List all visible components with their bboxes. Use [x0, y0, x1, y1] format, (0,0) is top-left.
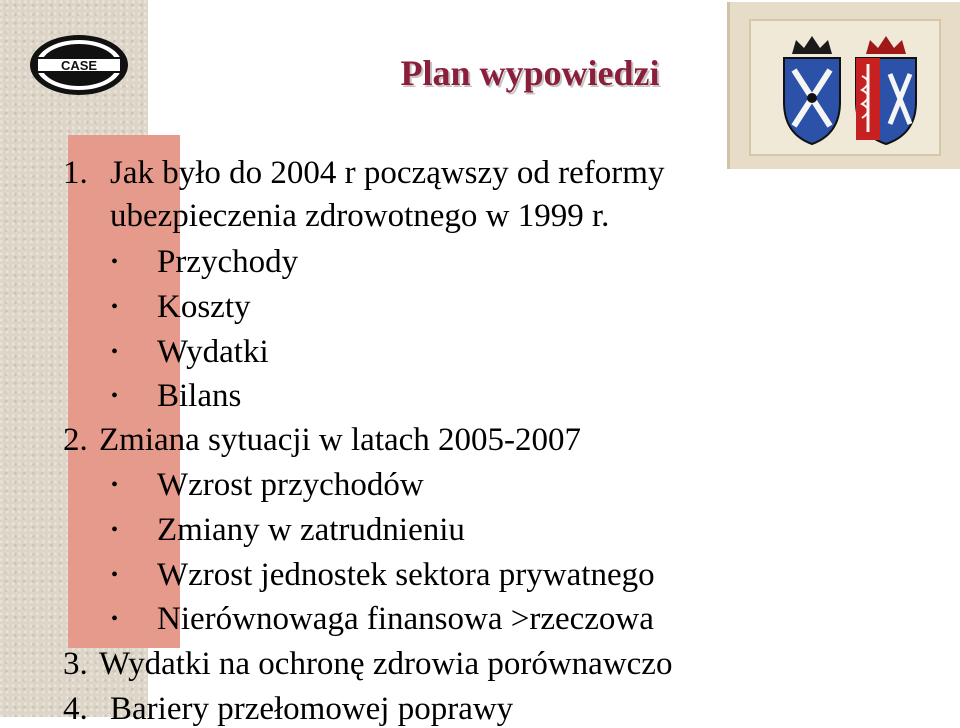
bullet-icon: • [111, 341, 119, 363]
item-text: Wydatki na ochronę zdrowia porównawczo [99, 646, 673, 682]
bullet-text: Nierównowaga finansowa >rzeczowa [157, 601, 654, 637]
bullet-text: Zmiany w zatrudnieniu [157, 512, 465, 548]
item-number: 2. [63, 422, 88, 458]
item-number: 1. [63, 155, 88, 191]
bullet-text: Koszty [157, 289, 251, 325]
bullet-icon: • [111, 474, 119, 496]
bullet-icon: • [111, 608, 119, 630]
bullet-icon: • [111, 385, 119, 407]
bullet-icon: • [111, 564, 119, 586]
item-text: Zmiana sytuacji w latach 2005-2007 [99, 422, 582, 458]
item-number: 3. [63, 646, 88, 682]
bullet-text: Wzrost jednostek sektora prywatnego [157, 557, 655, 593]
bullet-icon: • [111, 296, 119, 318]
item-text: ubezpieczenia zdrowotnego w 1999 r. [110, 198, 610, 234]
bullet-text: Przychody [157, 244, 299, 280]
item-text: Jak było do 2004 r począwszy od reformy [110, 155, 665, 191]
logo-text: CASE [60, 58, 98, 73]
bullet-text: Bilans [157, 378, 242, 414]
bullet-text: Wzrost przychodów [157, 467, 424, 503]
slide-title: Plan wypowiedzi [400, 53, 660, 93]
item-text: Bariery przełomowej poprawy [110, 691, 514, 727]
bullet-icon: • [111, 251, 119, 273]
bullet-icon: • [111, 519, 119, 541]
item-number: 4. [63, 691, 88, 727]
bullet-text: Wydatki [157, 334, 269, 370]
